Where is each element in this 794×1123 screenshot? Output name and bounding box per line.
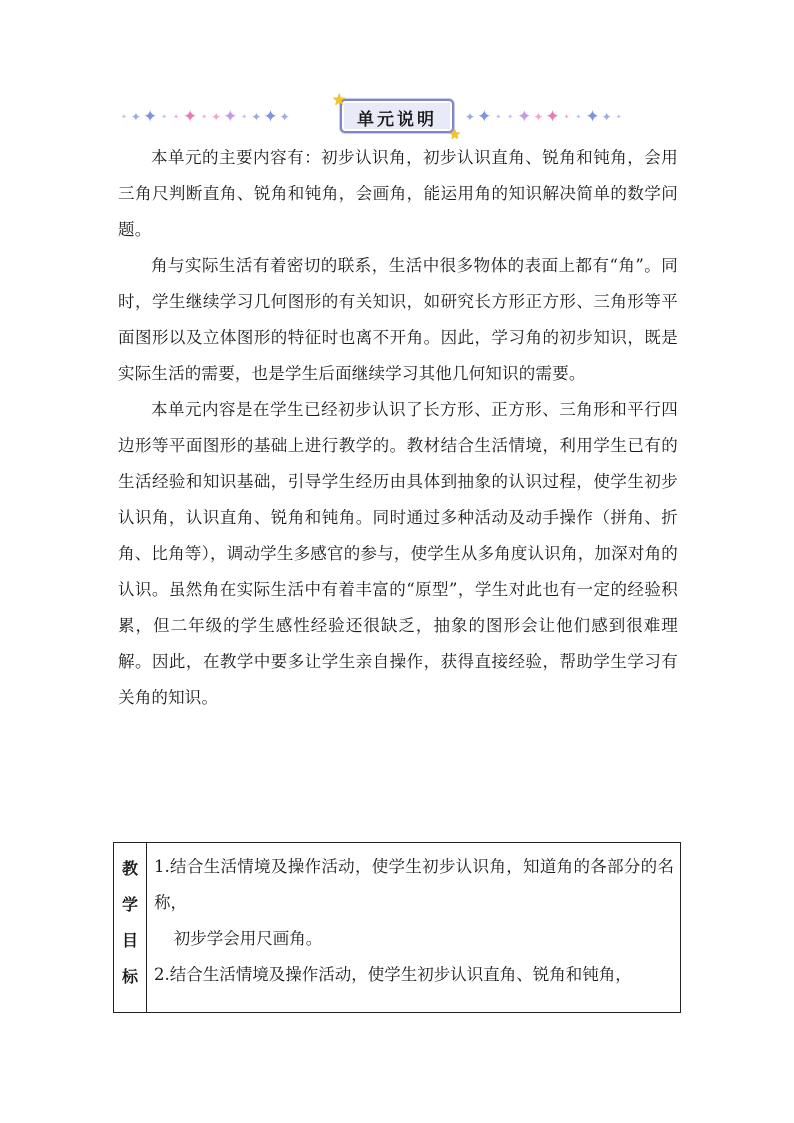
star-icon: ★ — [448, 127, 461, 143]
objective-line: 2.结合生活情境及操作活动，使学生初步认识直角、锐角和钝角， — [154, 965, 632, 984]
sparkle-icon: ✦ — [121, 112, 127, 121]
section-title: 单元说明 — [357, 110, 437, 130]
section-title-box — [332, 90, 461, 143]
sparkle-icon: ✦ — [279, 110, 290, 124]
sparkle-icon: ✦ — [173, 112, 179, 121]
sparkle-icon: ✦ — [615, 112, 622, 121]
sparkle-icon: ✦ — [182, 106, 198, 127]
sparkle-icon: ✦ — [563, 112, 570, 121]
sparkle-icon: ✦ — [211, 110, 222, 124]
sparkle-icon: ✦ — [601, 110, 612, 124]
paragraph-teaching-approach: 本单元内容是在学生已经初步认识了长方形、正方形、三角形和平行四边形等平面图形的基础上进行教学的。教材结合生活情境，利用学生已有的生活经验和知识基础，引导学生经历由具体到抽象的认识过程，使学生初步认识角，认识直角、锐角和钝角。同时通过多种活动及动手操作（拼角、折角、比角等），调动学生多感官的参与，使学生从多角度认识角，加深对角的认识。虽然角在实际生活中有着丰富的“原型”，学生对此也有一定的经验积累，但二年级的学生感性经验还很缺乏，抽象的图形会让他们感到很难理解。因此，在教学中要多让学生亲自操作，获得直接经验，帮助学生学习有关角的知识。 — [118, 400, 678, 707]
sparkle-icon: ✦ — [477, 106, 492, 127]
objectives-content — [147, 843, 680, 1012]
unit-description — [118, 140, 678, 716]
objective-line: 1.结合生活情境及操作活动，使学生初步认识角，知道角的各部分的名称， — [154, 857, 674, 912]
sparkle-icon: ✦ — [251, 110, 262, 124]
sparkle-icon: ✦ — [142, 106, 158, 127]
objectives-label-char: 学 — [121, 895, 138, 914]
sparkle-icon: ✦ — [161, 112, 168, 121]
left-sparkle-row — [118, 105, 291, 129]
sparkle-icon: ✦ — [465, 110, 476, 124]
objectives-label — [114, 843, 147, 1012]
sparkle-icon: ✦ — [223, 106, 238, 127]
sparkle-icon: ✦ — [495, 112, 502, 121]
section-banner — [118, 90, 678, 143]
paragraph-main-content: 本单元的主要内容有：初步认识角，初步认识直角、锐角和钝角，会用三角尺判断直角、锐角和钝角，会画角，能运用角的知识解决简单的数学问题。 — [118, 148, 678, 239]
sparkle-icon: ✦ — [585, 106, 600, 127]
objectives-label-char: 目 — [121, 931, 138, 950]
sparkle-icon: ✦ — [517, 106, 532, 127]
teaching-objectives-table — [113, 842, 681, 1013]
right-sparkle-row — [464, 105, 625, 129]
sparkle-icon: ✦ — [545, 106, 560, 127]
sparkle-icon: ✦ — [130, 110, 141, 124]
sparkle-icon: ✦ — [201, 112, 208, 121]
sparkle-icon: ✦ — [533, 110, 544, 124]
star-icon: ★ — [332, 90, 347, 109]
sparkle-icon: ✦ — [241, 112, 248, 121]
objective-line: 初步学会用尺画角。 — [173, 929, 323, 948]
objectives-label-char: 教 — [121, 859, 138, 878]
paragraph-real-life: 角与实际生活有着密切的联系，生活中很多物体的表面上都有“角”。同时，学生继续学习几何图形的有关知识，如研究长方形正方形、三角形等平面图形以及立体图形的特征时也离不开角。因此，学习角的初步知识，既是实际生活的需要，也是学生后面继续学习其他几何知识的需要。 — [118, 256, 678, 383]
sparkle-icon: ✦ — [507, 112, 514, 121]
sparkle-icon: ✦ — [575, 112, 582, 121]
sparkle-icon: ✦ — [263, 106, 278, 127]
objectives-label-char: 标 — [121, 967, 138, 986]
